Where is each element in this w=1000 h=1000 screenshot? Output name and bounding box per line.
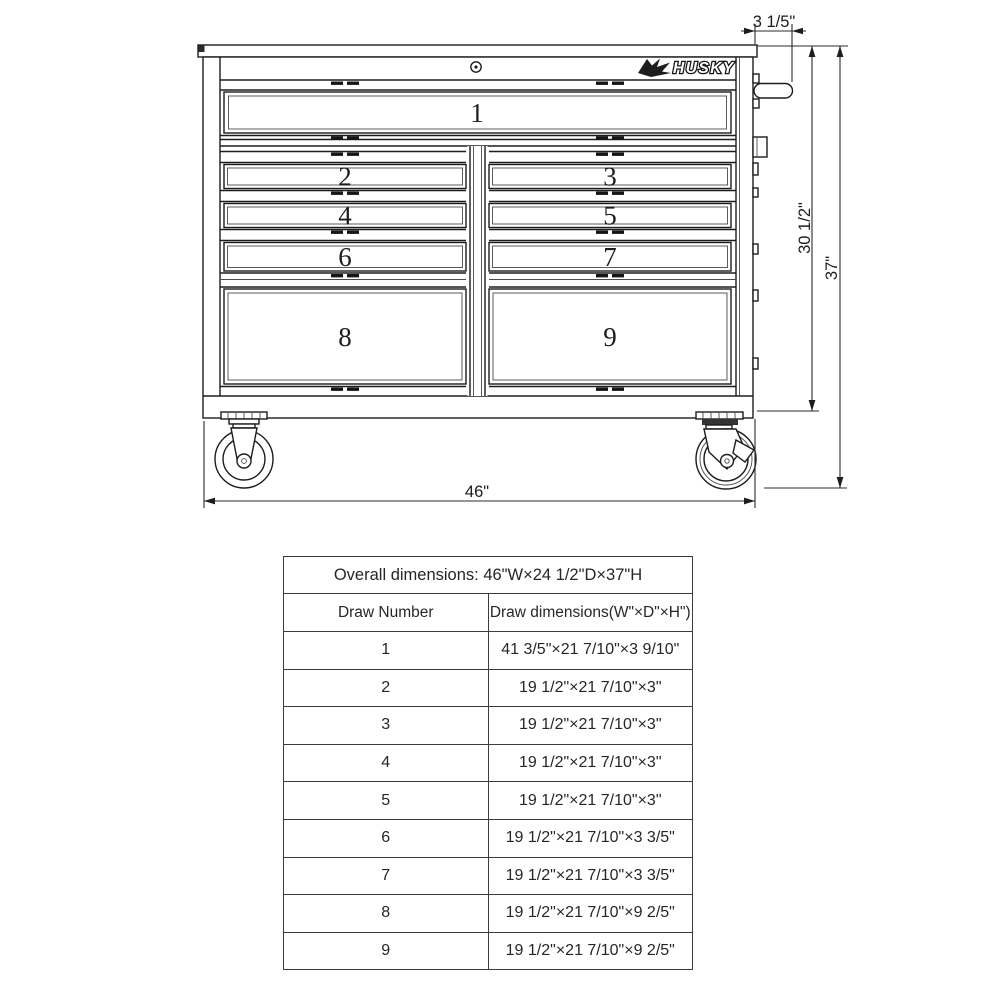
table-row [284, 707, 693, 745]
table-row [284, 782, 693, 820]
dim-total-height [764, 46, 847, 488]
table-row [284, 632, 693, 670]
drawer-9-number: 9 [603, 322, 617, 352]
dim-body-height [757, 46, 848, 411]
drawer-number-cell: 5 [284, 782, 489, 820]
center-divider [468, 146, 488, 396]
overall-dimensions-header: Overall dimensions: 46"W×24 1/2"D×37"H [284, 557, 693, 594]
table-row [284, 857, 693, 895]
drawer-dims-cell: 19 1/2"×21 7/10"×3" [488, 669, 693, 707]
drawer-6-number: 6 [338, 242, 352, 272]
drawer-dims-cell: 41 3/5"×21 7/10"×3 9/10" [488, 632, 693, 670]
dim-total-height-label: 37" [823, 255, 841, 281]
col-header-draw-dimensions: Draw dimensions(W"×D"×H") [488, 594, 693, 632]
spec-table [283, 556, 693, 970]
dim-width-label: 46" [464, 483, 490, 501]
drawer-number-cell: 2 [284, 669, 489, 707]
caster-left [215, 412, 273, 488]
caster-right [696, 412, 756, 489]
table-row [284, 932, 693, 970]
brand-label: HUSKY [673, 60, 735, 77]
drawer-8-number: 8 [338, 322, 352, 352]
drawer-5-number: 5 [603, 200, 617, 231]
dim-handle-depth-label: 3 1/5" [752, 13, 796, 31]
drawer-number-cell: 4 [284, 744, 489, 782]
drawer-number-cell: 6 [284, 819, 489, 857]
table-row [284, 744, 693, 782]
drawer-4-number: 4 [338, 200, 352, 231]
side-handle [753, 74, 793, 108]
drawer-7-number: 7 [603, 242, 617, 272]
table-row [284, 819, 693, 857]
table-row [284, 895, 693, 933]
side-fittings [753, 137, 767, 369]
drawer-number-cell: 8 [284, 895, 489, 933]
drawer-3-number: 3 [603, 161, 617, 192]
drawer-2-number: 2 [338, 161, 352, 192]
drawer-dims-cell: 19 1/2"×21 7/10"×9 2/5" [488, 895, 693, 933]
dim-body-height-label: 30 1/2" [796, 202, 814, 254]
drawer-1-number: 1 [470, 98, 484, 128]
drawer-dims-cell: 19 1/2"×21 7/10"×3 3/5" [488, 819, 693, 857]
drawer-dims-cell: 19 1/2"×21 7/10"×3 3/5" [488, 857, 693, 895]
drawer-number-cell: 9 [284, 932, 489, 970]
drawer-dims-cell: 19 1/2"×21 7/10"×3" [488, 782, 693, 820]
col-header-draw-number: Draw Number [284, 594, 489, 632]
drawer-number-cell: 3 [284, 707, 489, 745]
drawer-number-cell: 1 [284, 632, 489, 670]
drawer-dims-cell: 19 1/2"×21 7/10"×3" [488, 707, 693, 745]
drawer-number-cell: 7 [284, 857, 489, 895]
drawer-dims-cell: 19 1/2"×21 7/10"×9 2/5" [488, 932, 693, 970]
drawer-dims-cell: 19 1/2"×21 7/10"×3" [488, 744, 693, 782]
table-row [284, 669, 693, 707]
dim-width [204, 419, 755, 508]
